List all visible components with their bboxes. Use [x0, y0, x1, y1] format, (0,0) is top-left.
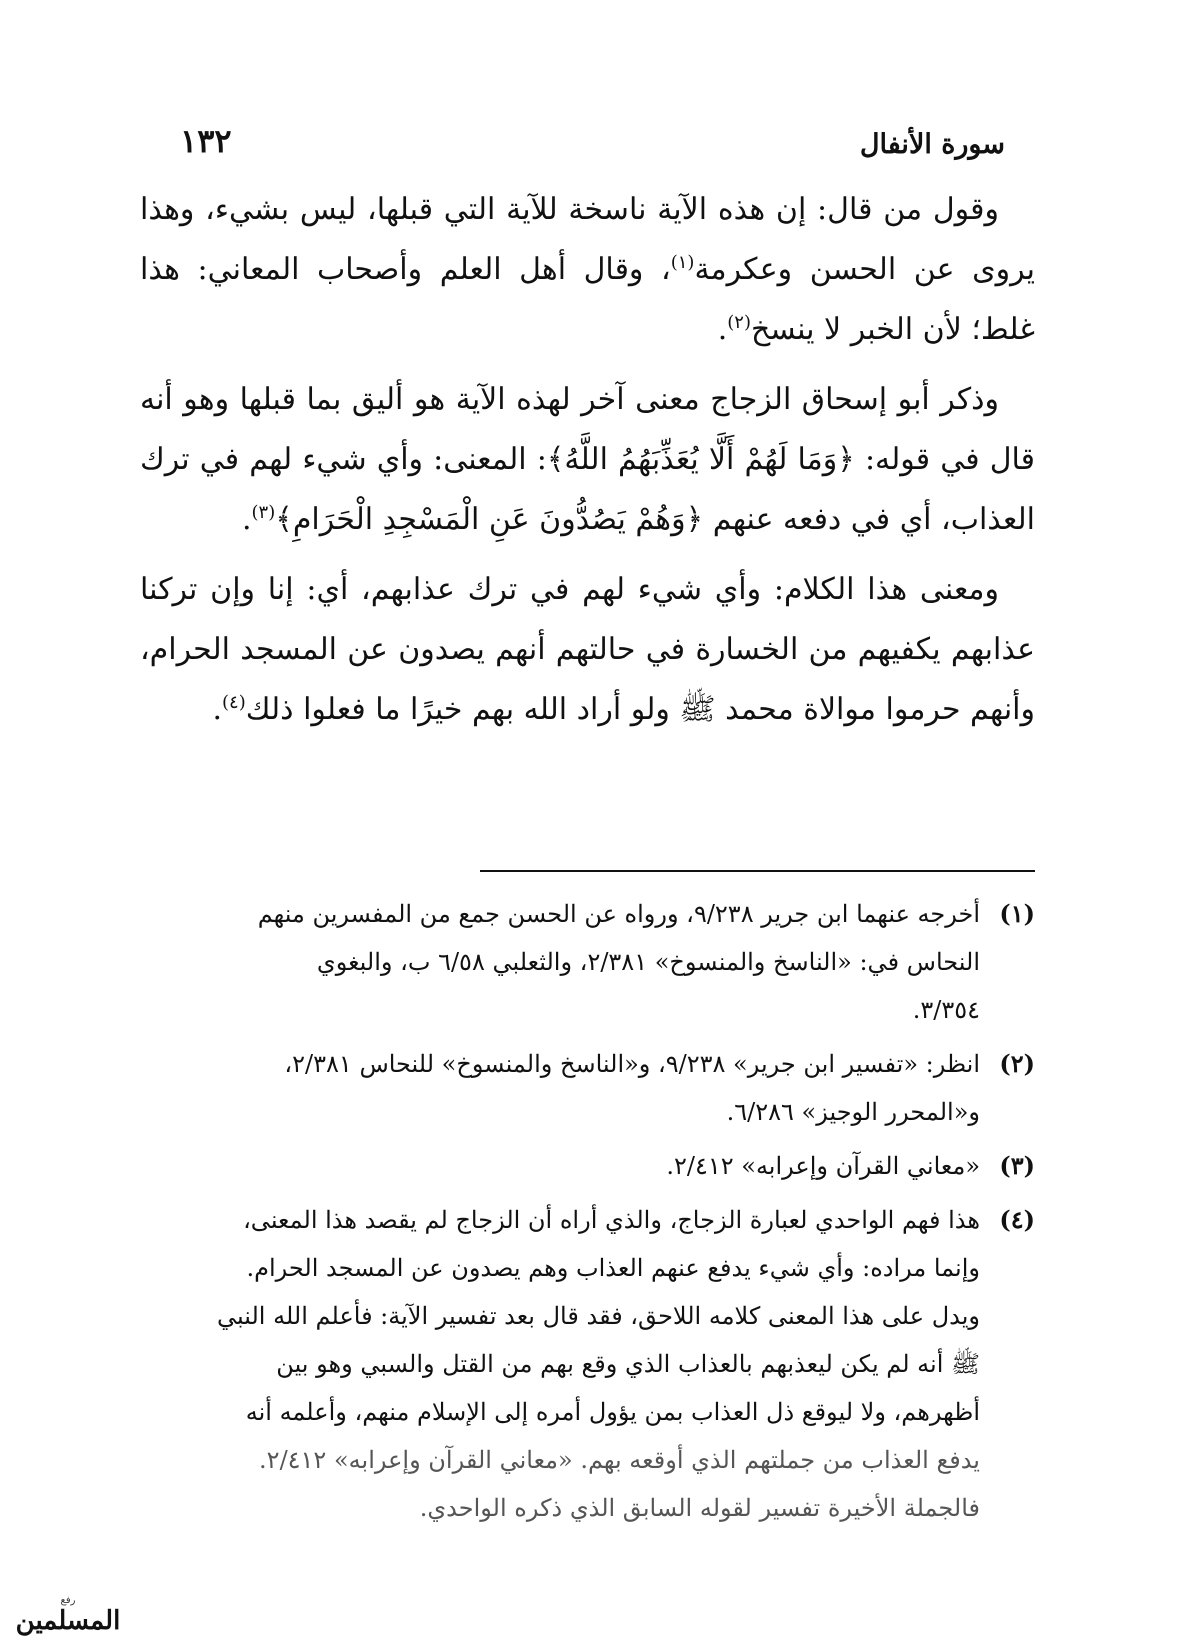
text-line: .: [212, 692, 222, 727]
stamp-main-label: المسلمين: [15, 1606, 121, 1636]
footnote-line: يدفع العذاب من جملتهم الذي أوقعه بهم. «معاني القرآن وإعرابه» ٢/٤١٢.: [259, 1446, 980, 1474]
footnote-line: ﷺ أنه لم يكن ليعذبهم بالعذاب الذي وقع بهم من القتل والسبي وهو بين: [276, 1350, 980, 1378]
footnote-3: [140, 1142, 1035, 1190]
footnote-line: وإنما مراده: وأي شيء يدفع عنهم العذاب وهم يصدون عن المسجد الحرام.: [246, 1254, 980, 1282]
footnote-number: (٣): [999, 1151, 1035, 1180]
paragraph-3: [140, 560, 1035, 740]
text-line: لهم في ترك العذاب، أي في دفعه عنهم ﴿وَهُمْ يَصُدُّونَ عَنِ الْمَسْجِدِ: [140, 442, 1035, 537]
footnotes: [140, 890, 1035, 1538]
footnote-text: [140, 1142, 980, 1190]
footnote-number: (١): [999, 899, 1035, 928]
text-line: الحرام، وأنهم حرموا موالاة محمد ﷺ ولو أراد الله بهم خيرًا ما فعلوا: [140, 632, 1035, 727]
text-line: هذا غلط؛ لأن الخبر لا ينسخ: [140, 252, 1035, 347]
text-line: تركنا عذابهم يكفيهم من الخسارة في حالتهم أنهم يصدون عن المسجد: [140, 572, 1035, 667]
footnote-line: انظر: «تفسير ابن جرير» ٩/٢٣٨، و«الناسخ والمنسوخ» للنحاس ٢/٣٨١،: [284, 1050, 980, 1078]
page-number: ١٣٢: [180, 122, 232, 160]
footnote-text: [140, 890, 980, 1034]
text-line: وهو أنه قال في قوله: ﴿وَمَا لَهُمْ أَلَّا يُعَذِّبَهُمُ اللَّهُ﴾: المعنى: وأي شيء: [140, 382, 1035, 477]
footnote-line: و«المحرر الوجيز» ٦/٢٨٦.: [726, 1098, 980, 1126]
text-line: .: [241, 502, 252, 537]
footnote-number: (٢): [999, 1049, 1035, 1078]
footnote-1: [140, 890, 1035, 1034]
text-line: وقول من قال: إن هذه الآية ناسخة للآية التي قبلها، ليس بشيء،: [205, 192, 999, 227]
footnote-2: [140, 1040, 1035, 1136]
footnote-line: ويدل على هذا المعنى كلامه اللاحق، فقد قال بعد تفسير الآية: فأعلم الله النبي: [217, 1302, 980, 1330]
footnote-line: فالجملة الأخيرة تفسير لقوله السابق الذي ذكره الواحدي.: [419, 1494, 980, 1522]
footnote-line: أظهرهم، ولا ليوقع ذل العذاب بمن يؤول أمره إلى الإسلام منهم، وأعلمه أنه: [245, 1398, 980, 1426]
footnote-line: «معاني القرآن وإعرابه» ٢/٤١٢.: [666, 1152, 980, 1180]
footnote-ref-4[interactable]: (٤): [222, 692, 246, 713]
text-line: وذكر أبو إسحاق الزجاج معنى آخر لهذه الآية هو أليق بما قبلها: [239, 382, 999, 417]
main-text: [140, 180, 1035, 750]
footnote-4: [140, 1196, 1035, 1532]
text-line: ذلك: [245, 692, 294, 727]
text-line: ، وقال أهل العلم وأصحاب المعاني:: [197, 252, 671, 287]
paragraph-1: [140, 180, 1035, 360]
footnote-line: هذا فهم الواحدي لعبارة الزجاج، والذي أراه أن الزجاج لم يقصد هذا المعنى،: [243, 1206, 980, 1234]
calligraphy-stamp-logo: [15, 1590, 121, 1640]
text-line: الْحَرَامِ﴾: [275, 502, 374, 537]
surah-title: سورة الأنفال: [859, 129, 1005, 160]
footnote-line: ٣/٣٥٤.: [912, 996, 980, 1024]
footnote-text: [140, 1040, 980, 1136]
paragraph-2: [140, 370, 1035, 550]
footnote-ref-3[interactable]: (٣): [251, 502, 276, 523]
text-line: ومعنى هذا الكلام: وأي شيء لهم في ترك عذابهم، أي: إنا وإن: [210, 572, 999, 607]
footnote-number: (٤): [999, 1205, 1035, 1234]
footnote-line: أخرجه عنهما ابن جرير ٩/٢٣٨، ورواه عن الحسن جمع من المفسرين منهم: [257, 900, 980, 928]
footnote-ref-2[interactable]: (٢): [727, 312, 751, 333]
footnote-divider: [480, 870, 1035, 872]
stamp-sub-label: رفع: [60, 1595, 76, 1606]
text-line: وهذا يروى عن الحسن وعكرمة: [140, 192, 1035, 287]
page-header: [180, 100, 1005, 160]
footnote-line: النحاس في: «الناسخ والمنسوخ» ٢/٣٨١، والثعلبي ٦/٥٨ ب، والبغوي: [316, 948, 980, 976]
text-line: .: [717, 312, 728, 347]
footnote-text: [140, 1196, 980, 1532]
footnote-ref-1[interactable]: (١): [670, 252, 695, 273]
